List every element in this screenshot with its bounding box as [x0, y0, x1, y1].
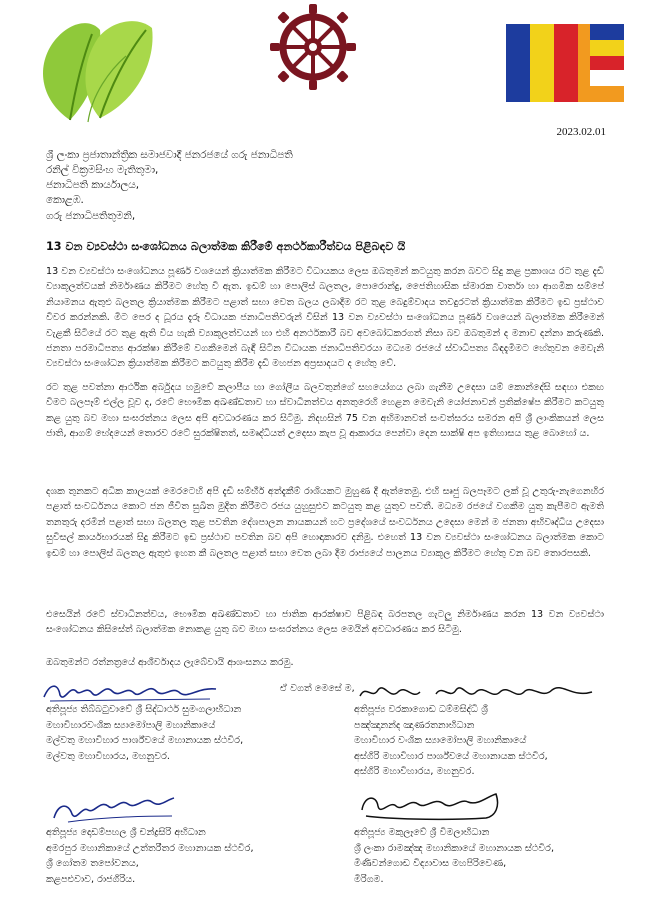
signatory-line: අමරපුර මහානිකායේ උත්තරීතර මහානායක ස්ථවිර, — [46, 842, 254, 854]
letter-subject: 13 වන ව්‍යවස්ථා සංශෝධනය බලාත්මක කිරීමේ අනර්ථකාරීත්වය පිළිබඳව යි — [46, 240, 406, 253]
letter-date: 2023.02.01 — [556, 126, 606, 138]
body-paragraph: එසෙයින් රටේ ස්වාධීනත්වය, භෞමික අඛණ්ඩතාව හා ජාතික ආරක්ෂාව පිළිබඳ බරපතල ගැටලු නිර්මාණය කරන 13 වන ව්‍යවස්ථා සංශෝධනය කිසිසේත් බලාත්මක නොකළ යුතු බව මහා සංඝරත්නය ලෙස මෙයින් අවධාරණය කර සිටිමු. — [46, 609, 604, 636]
signature-image — [48, 792, 178, 826]
salutation: ගරු ජනාධිපතිතුමනි, — [46, 210, 136, 222]
signatory-line: අතිපූජ්‍ය වරකාගොඩ ධම්මසිද්ධි ශ්‍රී — [354, 704, 488, 715]
signatory-line: අතිපූජ්‍ය මකුලෑවේ ශ්‍රී විමලාභිධාන — [354, 827, 490, 838]
signatory-block — [46, 702, 243, 764]
signatory-block — [354, 825, 554, 887]
recipient-line: කොළඹ. — [46, 194, 84, 206]
recipient-address — [46, 148, 293, 208]
signatory-block — [354, 702, 548, 780]
signatory-line: මල්වතු මහාවිහාරය, මහනුවර. — [46, 750, 170, 762]
letter-ending: ඒ වගත් මෙසේ ම, — [280, 683, 355, 694]
signatory-block — [46, 825, 254, 887]
signatory-line: මල්වතු මහාවිහාර පාර්ශ්වයේ මහානායක ස්ථවිර, — [46, 735, 244, 747]
signatory-line: මිරිගම. — [354, 873, 384, 885]
signatory-line: මිණිවන්ගොඩ විද්‍යාවාස මහපිරිවෙණ, — [354, 858, 507, 870]
signatory-line: අස්ගිරි මහාවිහාර පාර්ශ්වයේ මහානායක ස්ථවිර, — [354, 750, 548, 762]
signatory-line: ශ්‍රී ලංකා රාමඤ්ඤ මහානිකායේ මහානායක ස්ථවිර, — [354, 842, 555, 854]
body-paragraph: දශක තුනකට අධික කාලයක් මෙරටෙහි අපි දැඩි ඝම්භීර් අත්දැකීම් රාශියකට මුහුණ දී ඇත්තෙමු. එහි සෘජු බලපෑමට ලක් වූ උතුරු-නැගෙනහිර පළාත් සංවර්ධනය කොට ජන ජීවිත සුඛිත මුදිත කිරීමට රජය යුහුසුළුව කටයුතු කළ යුතුව පවතී. මධ්‍යම රජයේ වගකීම යුතු කැපීමට ඇමති තනතුරු දරමින් පළාත් සභා බලතල තුළ පවතින දේශපාලන නායකයන් හට ප්‍රදේශයේ සංවර්ධනය උදෙසා මෙන් ම ජනතා අභිවෘද්ධිය උදෙසා සුවිසල් කාර්යභාරයක් සිදු කිරීමට ඉඩ ප්‍රස්ථාව පවතින බව අපි හොඳාකාරව දනිමු. එහෙත් 13 වන ව්‍යවස්ථා සංශෝධනය බලාත්මක කොට ඉඩම් හා පොලිස් බලතල ඇතුළු ඉහත කී බලතල පළාත් සභා වෙත ලබා දීම රාජ්‍යයේ පාලනය ව්‍යාකූල කිරීමට හේතු වන බව තොරපසකි. — [46, 486, 604, 559]
signatory-line: පඤ්ඤානන්ද ඤාණරතනාභිධාන — [354, 719, 475, 731]
body-paragraph: රට තුළ පවත්නා ආර්ථික අර්බුදය හමුවේ කලාපීය හා ගෝලීය බලවතුන්ගේ සහයෝගය ලබා ගැනීම උදෙසා යම් කොන්දේසි සඳහා එකඟ වීමට බලපෑම් එල්ල වූව ද, රටේ භෞමික අඛණ්ඩතාව හා ස්වාධීනත්වය අනතුරෙහි හෙළන මෙවැනි යෝජනාවන් ප්‍රතික්ෂේප කිරීමට කටයුතු කළ යුතු බව මහා සංඝරත්නය ලෙස අපි අවධාරණය කර සිටිමු. නිදහසින් 75 වන අභිමානවත් සංවත්සරය සමරන අපි ශ්‍රී ලාංකිකයන් ලෙස ජාති, ආගම් භේදයෙන් තොරව රටේ සුරක්ෂිතත්, සමෘද්ධියත් උදෙසා කැප වූ ආකාරය පෙන්වා දෙන සාක්ෂි අප ඉතිහාසය තුළ බොහෝ ය. — [46, 382, 604, 440]
closing-blessing: ඔබතුමන්ට රත්නත්‍රයේ ආශීර්වාදය ලැබේවායි ආශංසනය කරමු. — [46, 657, 294, 668]
signature-image — [356, 790, 506, 824]
buddhist-flag-logo — [506, 24, 624, 102]
recipient-line: ශ්‍රී ලංකා ප්‍රජාතාන්ත්‍රික සමාජවාදී ජනරජයේ ගරු ජනාධිපති — [46, 149, 293, 161]
recipient-line: ජනාධිපති කාර්යාලය, — [46, 179, 140, 191]
bodhi-leaf-logo — [30, 10, 160, 125]
dharma-wheel-logo — [270, 4, 356, 90]
recipient-line: රනිල් වික්‍රමසිංහ මැතිතුමා, — [46, 164, 159, 176]
signatory-line: අස්ගිරි මහාවිහාරය, මහනුවර. — [354, 766, 475, 778]
signatory-line: මහාවිහාර වංශික ස්‍යාමෝපාලි මහානිකායේ — [354, 735, 527, 747]
signatory-line: කළපළුවාව, රාජගිරිය. — [46, 873, 136, 885]
signatory-line: අතිපූජ්‍ය තිබ්බටුවාවේ ශ්‍රී සිද්ධාර්ථ සුමංගලාභිධාන — [46, 704, 242, 715]
signatory-line: ශ්‍රී ගෝතම තපෝවනය, — [46, 858, 139, 870]
signatory-line: අතිපූජ්‍ය දොඩම්පහල ශ්‍රී චන්ද්‍රසිරි අභිධාන — [46, 827, 206, 838]
signatory-line: මහාවිහාරවංශික ස්‍යාමෝපාලි මහානිකායේ — [46, 719, 216, 731]
body-paragraph: 13 වන ව්‍යවස්ථා සංශෝධනය පූර්ණ වශයෙන් ක්‍රියාත්මක කිරීමට විධායකය ලෙස ඔබතුමන් කටයුතු කරන බවට සිදු කළ ප්‍රකාශය රට තුළ දැඩි ව්‍යාකූලත්වයක් නිර්මාණය කිරීමට හේතු වී ඇත. ඉඩම් හා පොලිස් බලතල, පොරොන්දු, ජෛතිහාසික ස්මාරක වාර්තා හා ආගමික සම්පේ නියාමනය ඇතුළු බලතල ක්‍රියාත්මක කිරීමට පළාත් සභා වෙත බලය ලබාදීම රට තුළ බෙදුම්වාදය තවදුරටත් ක්‍රියාත්මක කිරීමට ඉඩ ප්‍රස්ථාව විවර කරන්නකි. මීට පෙර ද ධූරය දැරූ විධායක ජනාධිපතිවරුන් විසින් 13 වන ව්‍යවස්ථා සංශෝධනය පූර්ණ වශයෙන් බලාත්මක කිරීමෙන් වැළකී සිටියේ රට තුළ ඇති විය හැකි ව්‍යාකූලත්වයන් හා එහි අනර්ථකාරී බව අවබෝධකරගත් නිසා බව ඔබතුමන් ද මනාව දන්නා කරුණකි. ජනතා පරමාධිපත්‍ය ආරක්ෂා කිරීමේ වගකීමෙන් බැඳී සිටින විධායක ජනාධිපතිවරයා මධ්‍යම රජයේ ස්වාධිපත්‍ය බිඳදැමීමට හේතුවන මෙවැනි ව්‍යවස්ථා සංශෝධන ක්‍රියාත්මක කිරීමට කටයුතු කිරීම දැඩි මහජන අප්‍රසාදයට ද හේතු වේ. — [46, 266, 604, 370]
